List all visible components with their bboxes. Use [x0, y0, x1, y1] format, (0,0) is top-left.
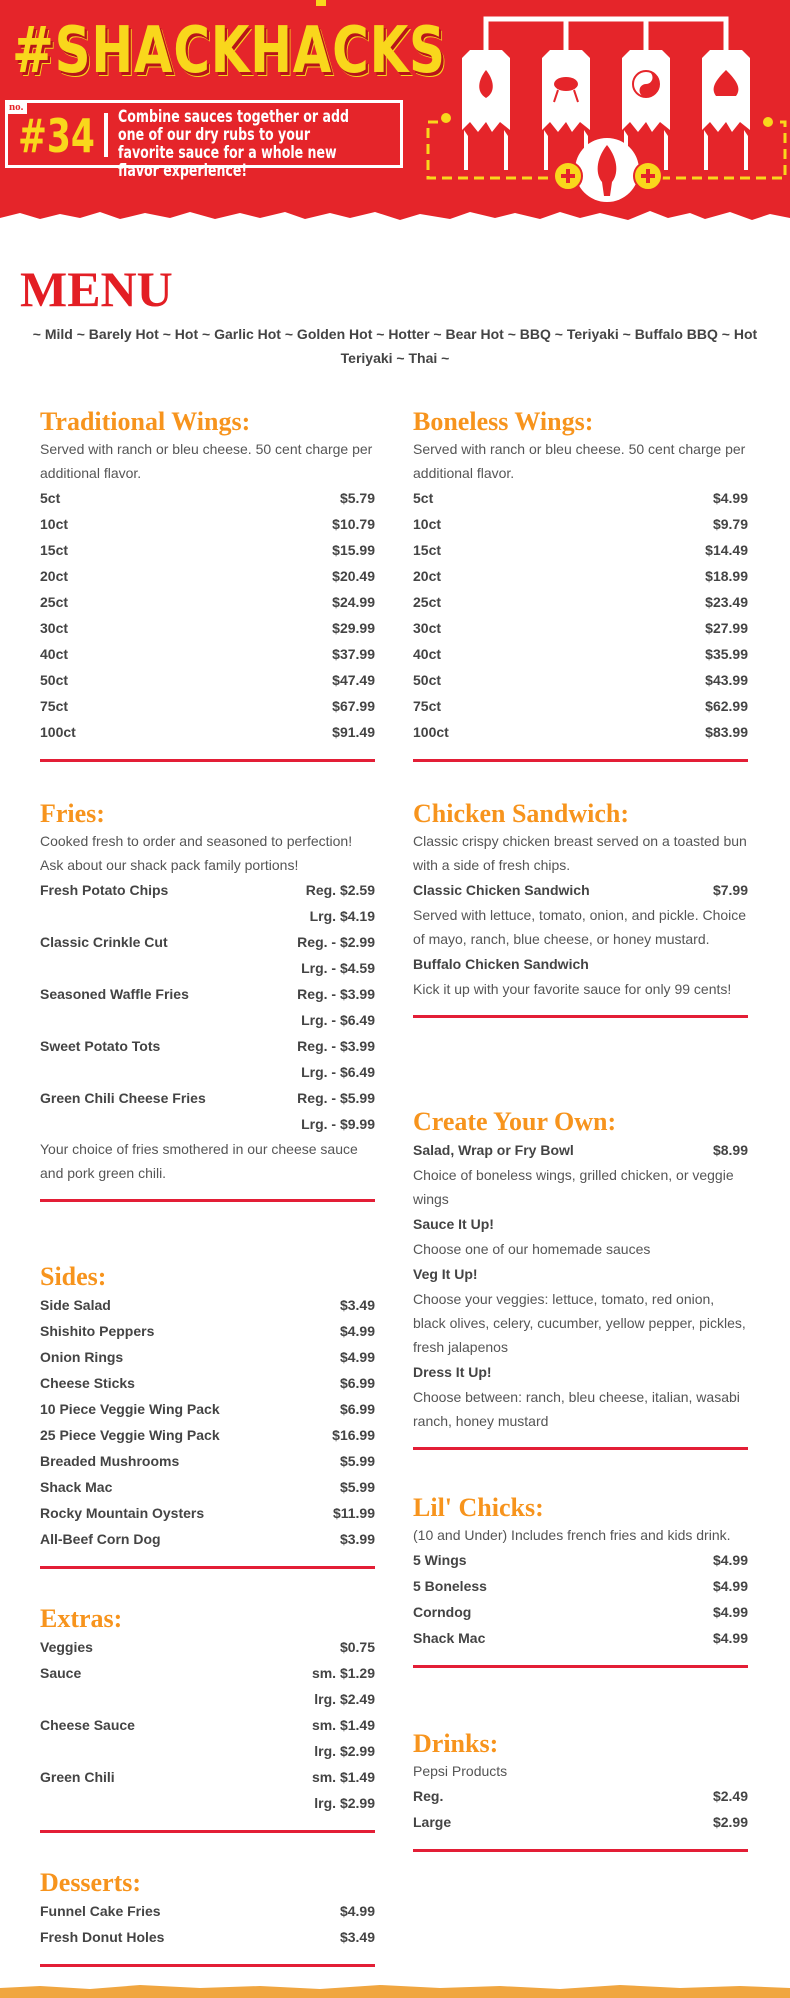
item-name: Large — [413, 1814, 452, 1830]
section-description: Kick it up with your favorite sauce for only 99 cents! — [413, 981, 732, 997]
item-price: $24.99 — [332, 594, 375, 610]
menu-item — [413, 719, 748, 745]
item-name: Fresh Potato Chips — [40, 882, 169, 898]
menu-item — [40, 615, 375, 641]
section-divider — [413, 759, 748, 762]
section-title: Sides: — [40, 1262, 107, 1291]
item-name: Corndog — [413, 1604, 472, 1620]
section-divider — [413, 1015, 748, 1018]
item-price: $5.99 — [339, 1453, 375, 1469]
menu-item — [40, 1790, 375, 1816]
item-price: $5.79 — [339, 490, 375, 506]
item-price: Reg. $2.59 — [305, 882, 375, 898]
item-price: $4.99 — [339, 1903, 375, 1919]
section-description: Choose your veggies: lettuce, tomato, red onion, black olives, celery, cucumber, yellow pepper, pickles, fresh jalapenos — [413, 1291, 746, 1355]
tip-label: no. — [5, 100, 27, 114]
menu-item — [40, 1344, 375, 1370]
menu-item — [413, 1137, 748, 1163]
item-name: 20ct — [40, 568, 69, 584]
item-price: $4.99 — [712, 1578, 748, 1594]
menu-item — [40, 1007, 375, 1033]
menu-item — [40, 1634, 375, 1660]
section-description: Classic crispy chicken breast served on a toasted bun with a side of fresh chips. — [413, 833, 747, 873]
menu-item — [40, 563, 375, 589]
item-price: $37.99 — [332, 646, 375, 662]
menu-item — [40, 1370, 375, 1396]
section-sides — [40, 1262, 375, 1569]
menu-item — [40, 955, 375, 981]
menu-item — [413, 951, 748, 977]
item-price: lrg. $2.99 — [314, 1743, 375, 1759]
item-name: Reg. — [413, 1788, 444, 1804]
menu-item — [40, 511, 375, 537]
menu-item — [40, 667, 375, 693]
item-name: 100ct — [40, 724, 76, 740]
menu-item — [413, 563, 748, 589]
menu-item — [40, 1059, 375, 1085]
item-price: sm. $1.29 — [311, 1665, 375, 1681]
menu-item — [413, 877, 748, 903]
item-price: $4.99 — [712, 1630, 748, 1646]
item-name: 15ct — [413, 542, 442, 558]
item-name: Green Chili Cheese Fries — [40, 1090, 206, 1106]
menu-item — [413, 693, 748, 719]
item-price: $6.99 — [339, 1401, 375, 1417]
item-name: 5 Wings — [413, 1552, 467, 1568]
item-price: lrg. $2.49 — [314, 1691, 375, 1707]
item-name: Shack Mac — [40, 1479, 113, 1495]
item-price: $20.49 — [332, 568, 375, 584]
item-name: 20ct — [413, 568, 442, 584]
item-price: $47.49 — [332, 672, 375, 688]
item-name: Sweet Potato Tots — [40, 1038, 161, 1054]
section-lil-chicks — [413, 1493, 748, 1668]
item-price: $91.49 — [332, 724, 375, 740]
item-price: $8.99 — [712, 1142, 748, 1158]
item-price: $23.49 — [705, 594, 748, 610]
item-price: $9.79 — [712, 516, 748, 532]
item-name: Veggies — [40, 1639, 93, 1655]
menu-item — [413, 1809, 748, 1835]
menu-item — [40, 1660, 375, 1686]
item-name: Classic Crinkle Cut — [40, 934, 168, 950]
item-name: All-Beef Corn Dog — [40, 1531, 161, 1547]
item-price: $4.99 — [712, 1604, 748, 1620]
item-name: 5 Boneless — [413, 1578, 487, 1594]
item-name: 40ct — [40, 646, 69, 662]
item-price: Lrg. - $9.99 — [301, 1116, 375, 1132]
section-title: Desserts: — [40, 1868, 142, 1897]
menu-item — [413, 1359, 748, 1385]
section-title: Chicken Sandwich: — [413, 799, 629, 828]
item-price: $2.99 — [712, 1814, 748, 1830]
section-title: Create Your Own: — [413, 1107, 617, 1136]
item-price: $7.99 — [712, 882, 748, 898]
menu-item — [40, 1500, 375, 1526]
footer-torn-edge — [0, 1984, 790, 1998]
item-price: Reg. - $5.99 — [297, 1090, 375, 1106]
menu-item — [413, 1573, 748, 1599]
item-price: $3.49 — [339, 1929, 375, 1945]
menu-item — [40, 1474, 375, 1500]
menu-item — [40, 1292, 375, 1318]
item-price: Lrg. - $4.59 — [301, 960, 375, 976]
section-divider — [40, 1964, 375, 1967]
logo-fragment — [316, 0, 326, 6]
item-price: $43.99 — [705, 672, 748, 688]
menu-item — [40, 1111, 375, 1137]
item-name: Onion Rings — [40, 1349, 124, 1365]
item-price: sm. $1.49 — [311, 1769, 375, 1785]
section-create-your-own — [413, 1107, 748, 1450]
section-title: Boneless Wings: — [413, 407, 594, 436]
section-description: Served with ranch or bleu cheese. 50 cent charge per additional flavor. — [40, 441, 373, 481]
menu-item — [40, 1448, 375, 1474]
menu-item — [413, 511, 748, 537]
item-price: $29.99 — [332, 620, 375, 636]
item-name: Side Salad — [40, 1297, 111, 1313]
menu-item — [40, 1422, 375, 1448]
item-name: 100ct — [413, 724, 449, 740]
section-chicken-sandwich — [413, 799, 748, 1018]
section-divider — [40, 1566, 375, 1569]
shackhacks-heading: #SHACKHACKS — [12, 14, 446, 88]
item-price: Lrg. - $6.49 — [301, 1064, 375, 1080]
item-name: Shishito Peppers — [40, 1323, 155, 1339]
tip-divider — [104, 113, 108, 157]
menu-item — [40, 719, 375, 745]
item-price: $3.49 — [339, 1297, 375, 1313]
item-price: $4.99 — [712, 1552, 748, 1568]
menu-item — [413, 485, 748, 511]
item-name: Dress It Up! — [413, 1364, 492, 1380]
item-price: $6.99 — [339, 1375, 375, 1391]
item-name: Rocky Mountain Oysters — [40, 1505, 205, 1521]
item-price: $2.49 — [712, 1788, 748, 1804]
item-price: $4.99 — [712, 490, 748, 506]
item-name: Sauce It Up! — [413, 1216, 494, 1232]
item-name: 10ct — [40, 516, 69, 532]
item-name: 25ct — [413, 594, 442, 610]
section-description: Pepsi Products — [413, 1763, 508, 1779]
menu-item — [40, 1396, 375, 1422]
item-name: 75ct — [413, 698, 442, 714]
item-price: $4.99 — [339, 1323, 375, 1339]
section-boneless-wings — [413, 407, 748, 762]
item-name: 75ct — [40, 698, 69, 714]
hack-tip-box — [5, 100, 403, 181]
menu-item — [40, 1085, 375, 1111]
menu-item — [40, 641, 375, 667]
menu-item — [413, 615, 748, 641]
section-description: Cooked fresh to order and seasoned to perfection! Ask about our shack pack family portions! — [40, 833, 353, 873]
menu-item — [40, 1898, 375, 1924]
section-title: Lil' Chicks: — [413, 1493, 544, 1522]
menu-item — [40, 1318, 375, 1344]
menu-item — [40, 1712, 375, 1738]
section-description: Choice of boneless wings, grilled chicken, or veggie wings — [413, 1167, 734, 1207]
menu-item — [40, 1924, 375, 1950]
menu-item — [413, 667, 748, 693]
item-name: Fresh Donut Holes — [40, 1929, 165, 1945]
menu-item — [413, 641, 748, 667]
menu-item — [40, 1033, 375, 1059]
section-title: Traditional Wings: — [40, 407, 251, 436]
item-name: 15ct — [40, 542, 69, 558]
menu-item — [40, 485, 375, 511]
item-name: Veg It Up! — [413, 1266, 478, 1282]
section-divider — [40, 1830, 375, 1833]
item-price: Reg. - $3.99 — [297, 986, 375, 1002]
item-price: sm. $1.49 — [311, 1717, 375, 1733]
item-price: $67.99 — [332, 698, 375, 714]
item-name: 50ct — [40, 672, 69, 688]
section-divider — [413, 1665, 748, 1668]
section-divider — [40, 759, 375, 762]
flavor-list: ~ Mild ~ Barely Hot ~ Hot ~ Garlic Hot ~ Golden Hot ~ Hotter ~ Bear Hot ~ BBQ ~ Teriyaki ~ Buffalo BBQ ~ Hot Teriyaki ~ Thai ~ — [32, 326, 758, 366]
item-name: 25ct — [40, 594, 69, 610]
item-price: $14.49 — [705, 542, 748, 558]
menu-item — [40, 877, 375, 903]
tip-number: #34 — [18, 109, 95, 163]
item-name: Buffalo Chicken Sandwich — [413, 956, 589, 972]
item-name: Cheese Sticks — [40, 1375, 135, 1391]
item-name: Classic Chicken Sandwich — [413, 882, 590, 898]
section-description: Served with lettuce, tomato, onion, and pickle. Choice of mayo, ranch, blue cheese, or honey mustard. — [413, 907, 747, 947]
item-price: $4.99 — [339, 1349, 375, 1365]
plus-icon — [554, 162, 582, 190]
item-name: Funnel Cake Fries — [40, 1903, 161, 1919]
section-description: Served with ranch or bleu cheese. 50 cent charge per additional flavor. — [413, 441, 746, 481]
menu-item — [413, 537, 748, 563]
item-price: Lrg. $4.19 — [309, 908, 375, 924]
menu-item — [40, 903, 375, 929]
shackhacks-banner — [0, 0, 790, 232]
item-price: $83.99 — [705, 724, 748, 740]
item-price: $0.75 — [339, 1639, 375, 1655]
menu-item — [40, 1526, 375, 1552]
item-price: $3.99 — [339, 1531, 375, 1547]
item-name: Shack Mac — [413, 1630, 486, 1646]
item-price: Reg. - $2.99 — [297, 934, 375, 950]
menu-item — [40, 981, 375, 1007]
section-description: Choose one of our homemade sauces — [413, 1241, 651, 1257]
menu-item — [413, 1783, 748, 1809]
section-description: Choose between: ranch, bleu cheese, italian, wasabi ranch, honey mustard — [413, 1389, 740, 1429]
item-name: 10 Piece Veggie Wing Pack — [40, 1401, 220, 1417]
item-price: $10.79 — [332, 516, 375, 532]
menu-item — [413, 1211, 748, 1237]
item-name: 25 Piece Veggie Wing Pack — [40, 1427, 220, 1443]
menu-item — [413, 1547, 748, 1573]
plus-icon — [634, 162, 662, 190]
item-price: $62.99 — [705, 698, 748, 714]
section-description: (10 and Under) Includes french fries and kids drink. — [413, 1527, 731, 1543]
section-divider — [40, 1199, 375, 1202]
item-name: Salad, Wrap or Fry Bowl — [413, 1142, 574, 1158]
item-price: $16.99 — [332, 1427, 375, 1443]
tip-text: Combine sauces together or add one of our dry rubs to your favorite sauce for a whole new flavor experience! — [118, 107, 349, 181]
menu-item — [40, 929, 375, 955]
item-name: Seasoned Waffle Fries — [40, 986, 189, 1002]
menu-item — [40, 1738, 375, 1764]
menu-title: MENU — [20, 261, 173, 317]
menu-item — [413, 1261, 748, 1287]
item-price: $5.99 — [339, 1479, 375, 1495]
menu-item — [413, 589, 748, 615]
item-name: Green Chili — [40, 1769, 115, 1785]
section-traditional-wings — [40, 407, 375, 762]
section-title: Drinks: — [413, 1729, 499, 1758]
item-price: Lrg. - $6.49 — [301, 1012, 375, 1028]
item-price: Reg. - $3.99 — [297, 1038, 375, 1054]
menu-item — [40, 1764, 375, 1790]
menu-item — [40, 693, 375, 719]
item-name: 5ct — [40, 490, 61, 506]
item-name: 50ct — [413, 672, 442, 688]
menu-item — [413, 1625, 748, 1651]
menu-item — [40, 1686, 375, 1712]
section-title: Extras: — [40, 1604, 123, 1633]
section-drinks — [413, 1729, 748, 1852]
item-price: $18.99 — [705, 568, 748, 584]
menu-item — [413, 1599, 748, 1625]
section-fries — [40, 799, 375, 1202]
item-price: $11.99 — [332, 1505, 375, 1521]
item-name: 40ct — [413, 646, 442, 662]
item-name: Cheese Sauce — [40, 1717, 135, 1733]
menu-item — [40, 589, 375, 615]
item-price: $27.99 — [705, 620, 748, 636]
item-price: lrg. $2.99 — [314, 1795, 375, 1811]
section-extras — [40, 1604, 375, 1833]
item-name: 30ct — [40, 620, 69, 636]
section-description: Your choice of fries smothered in our cheese sauce and pork green chili. — [40, 1141, 358, 1181]
item-name: Breaded Mushrooms — [40, 1453, 180, 1469]
section-divider — [413, 1849, 748, 1852]
item-price: $15.99 — [332, 542, 375, 558]
item-name: Sauce — [40, 1665, 82, 1681]
section-desserts — [40, 1868, 375, 1967]
item-price: $35.99 — [705, 646, 748, 662]
menu-item — [40, 537, 375, 563]
item-name: 5ct — [413, 490, 434, 506]
item-name: 30ct — [413, 620, 442, 636]
item-name: 10ct — [413, 516, 442, 532]
section-divider — [413, 1447, 748, 1450]
section-title: Fries: — [40, 799, 105, 828]
